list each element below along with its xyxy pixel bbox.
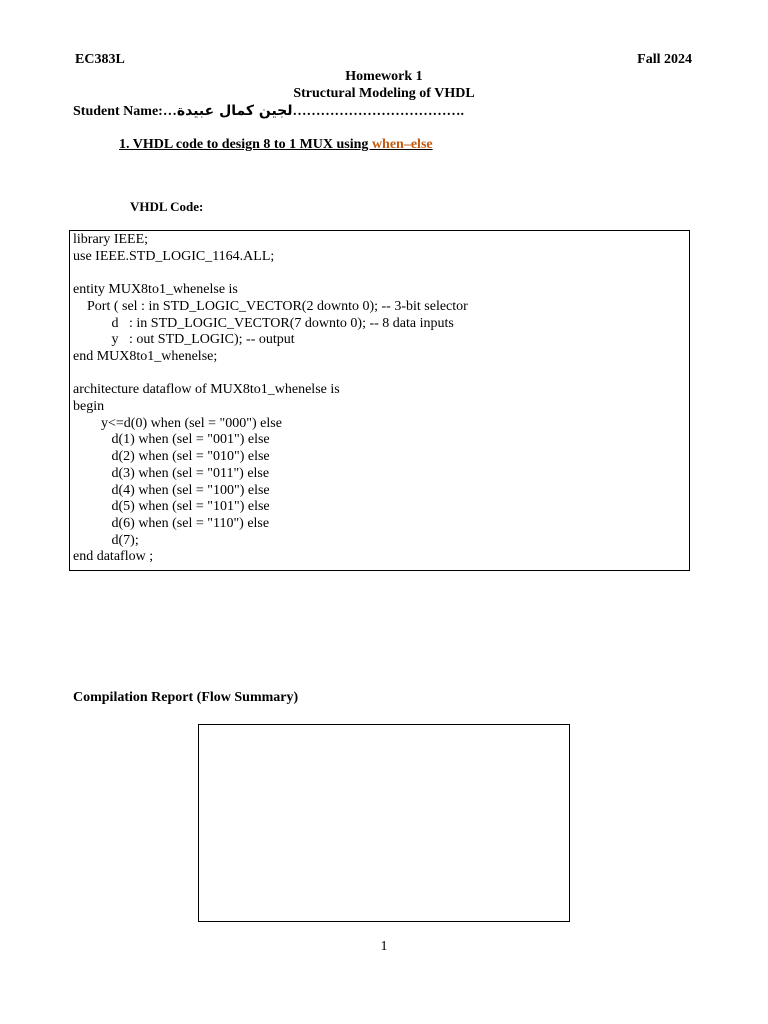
code-line: begin [73,399,105,415]
code-line: d(7); [73,532,139,548]
student-name-line [73,103,464,120]
student-name-label: Student Name:… [73,104,177,119]
code-line: entity MUX8to1_whenelse is [73,282,238,298]
code-line: end dataflow ; [73,549,154,565]
code-line: d : in STD_LOGIC_VECTOR(7 downto 0); -- 8 data inputs [73,315,454,331]
question-text: 1. VHDL code to design 8 to 1 MUX using [119,137,372,152]
code-line: d(3) when (sel = "011") else [73,465,270,481]
code-line: use IEEE.STD_LOGIC_1164.ALL; [73,248,275,264]
course-code: EC383L [75,52,125,67]
vhdl-code-lines [73,232,468,566]
code-line: end MUX8to1_whenelse; [73,348,218,364]
term-label: Fall 2024 [637,52,692,67]
code-line: architecture dataflow of MUX8to1_whenelse is [73,382,340,398]
code-line [73,366,468,383]
code-line: d(5) when (sel = "101") else [73,499,270,515]
student-name-value: لجين كمال عبيدة [176,103,293,119]
code-line: d(2) when (sel = "010") else [73,449,270,465]
compilation-report-label: Compilation Report (Flow Summary) [73,690,299,705]
vhdl-code-label: VHDL Code: [130,199,204,214]
homework-title: Homework 1 [345,69,423,84]
code-line: d(1) when (sel = "001") else [73,432,270,448]
code-line: library IEEE; [73,232,149,247]
code-line: d(6) when (sel = "110") else [73,515,270,531]
student-name-dots: ………………………………. [292,104,465,119]
code-line [73,265,468,282]
vhdl-code-box [69,230,690,571]
compilation-report-box [198,724,570,922]
homework-subtitle: Structural Modeling of VHDL [293,86,475,101]
question-keyword: when–else [371,137,433,152]
code-line: y<=d(0) when (sel = "000") else [73,415,282,431]
code-line: y : out STD_LOGIC); -- output [73,332,295,348]
page-number: 1 [380,939,388,954]
code-line: d(4) when (sel = "100") else [73,482,270,498]
question-heading [119,137,433,153]
code-line: Port ( sel : in STD_LOGIC_VECTOR(2 downto 0); -- 3-bit selector [73,298,468,314]
